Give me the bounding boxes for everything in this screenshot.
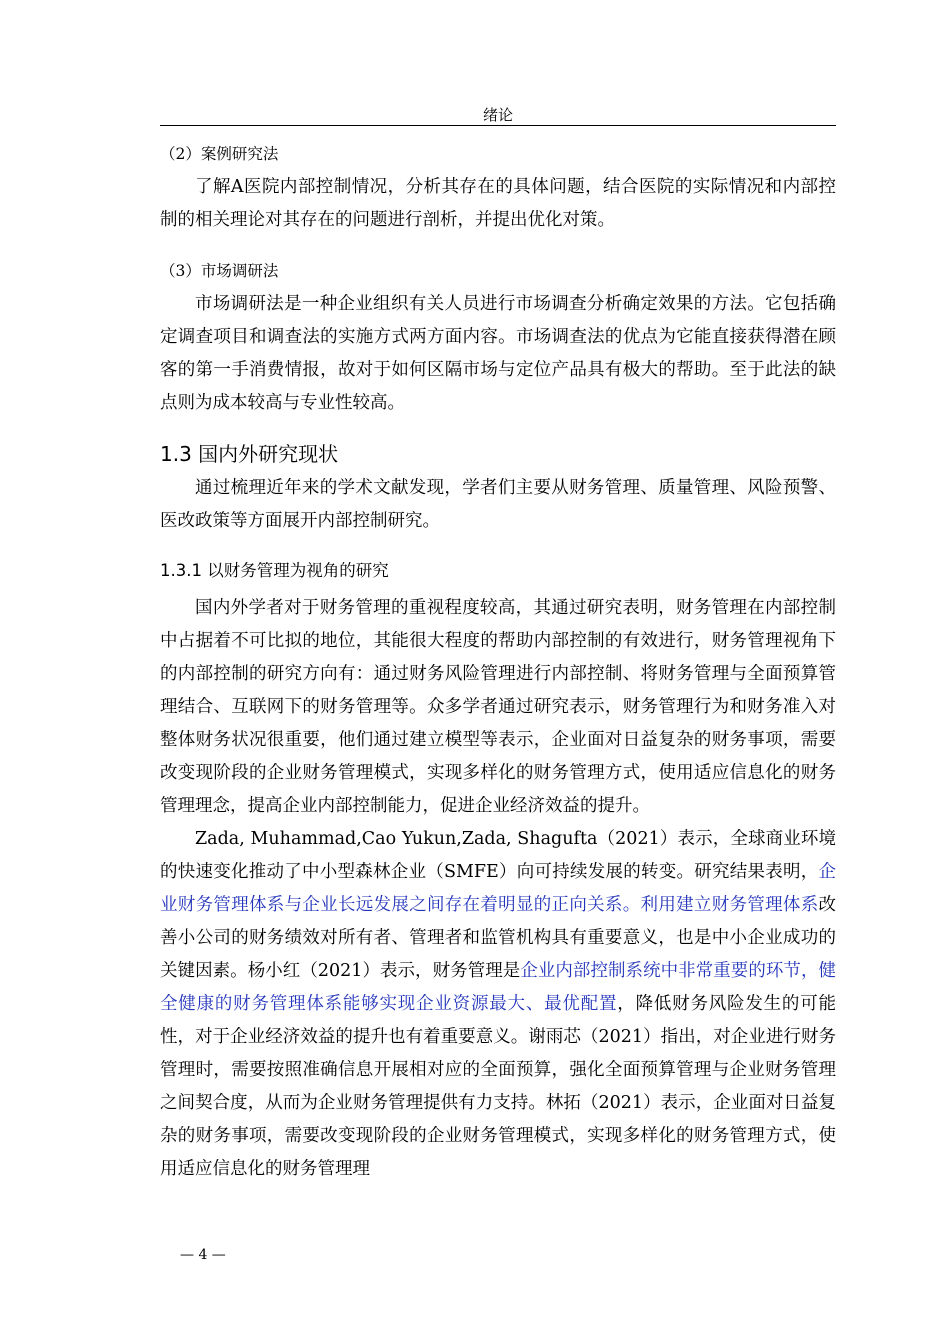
para2-link-1[interactable]: 企业财务管理体系与企业长远发展之间存在着明显的正向关系。利用建立财务管理体系	[160, 862, 836, 915]
para2-text-1: Zada, Muhammad,Cao Yukun,Zada, Shagufta（2021）表示，全球商业环境的快速变化推动了中小型森林企业（SMFE）向可持续发展的转变。研究结果表明，	[160, 829, 836, 882]
running-header: 绪论	[482, 106, 513, 124]
case-study-heading: （2）案例研究法	[160, 145, 279, 163]
case-study-body: 了解A医院内部控制情况，分析其存在的具体问题，结合医院的实际情况和内部控制的相关理论对其存在的问题进行剖析，并提出优化对策。	[160, 177, 836, 230]
para2-link-2[interactable]: 企业内部控制系统中非常重要的环节，健全健康的财务管理体系能够实现企业资源最大、最优配置	[160, 961, 836, 1014]
para2-text-2: 改善小公司的财务绩效对所有者、管理者和监管机构具有重要意义，也是中小企业成功的关键因素。杨小红（2021）表示，财务管理是	[160, 895, 836, 981]
market-research-heading: （3）市场调研法	[160, 262, 279, 280]
section-1-3-1-paragraph-2	[160, 823, 836, 1186]
market-research-body: 市场调研法是一种企业组织有关人员进行市场调查分析确定效果的方法。它包括确定调查项目和调查法的实施方式两方面内容。市场调查法的优点为它能直接获得潜在顾客的第一手消费情报，故对于如何区隔市场与定位产品具有极大的帮助。至于此法的缺点则为成本较高与专业性较高。	[160, 294, 836, 413]
para2-text-3: ，降低财务风险发生的可能性，对于企业经济效益的提升也有着重要意义。谢雨芯（2021）指出，对企业进行财务管理时，需要按照准确信息开展相对应的全面预算，强化全面预算管理与企业财务管理之间契合度，从而为企业财务管理提供有力支持。林拓（2021）表示，企业面对日益复杂的财务事项，需要改变现阶段的企业财务管理模式，实现多样化的财务管理方式，使用适应信息化的财务管理理	[160, 994, 837, 1179]
page-content	[160, 138, 836, 1186]
header-rule	[160, 125, 836, 126]
section-1-3-1-paragraph-1: 国内外学者对于财务管理的重视程度较高，其通过研究表明，财务管理在内部控制中占据着不可比拟的地位，其能很大程度的帮助内部控制的有效进行，财务管理视角下的内部控制的研究方向有：通过财务风险管理进行内部控制、将财务管理与全面预算管理结合、互联网下的财务管理等。众多学者通过研究表示，财务管理行为和财务准入对整体财务状况很重要，他们通过建立模型等表示，企业面对日益复杂的财务事项，需要改变现阶段的企业财务管理模式，实现多样化的财务管理方式，使用适应信息化的财务管理理念，提高企业内部控制能力，促进企业经济效益的提升。	[160, 598, 836, 816]
section-1-3-body: 通过梳理近年来的学术文献发现，学者们主要从财务管理、质量管理、风险预警、医改政策等方面展开内部控制研究。	[160, 478, 836, 531]
spacer	[160, 237, 836, 255]
section-1-3-heading: 1.3 国内外研究现状	[160, 442, 339, 466]
spacer	[160, 538, 836, 554]
section-1-3-1-heading: 1.3.1 以财务管理为视角的研究	[160, 561, 389, 580]
page-number: — 4 —	[180, 1247, 226, 1263]
spacer	[160, 420, 836, 436]
